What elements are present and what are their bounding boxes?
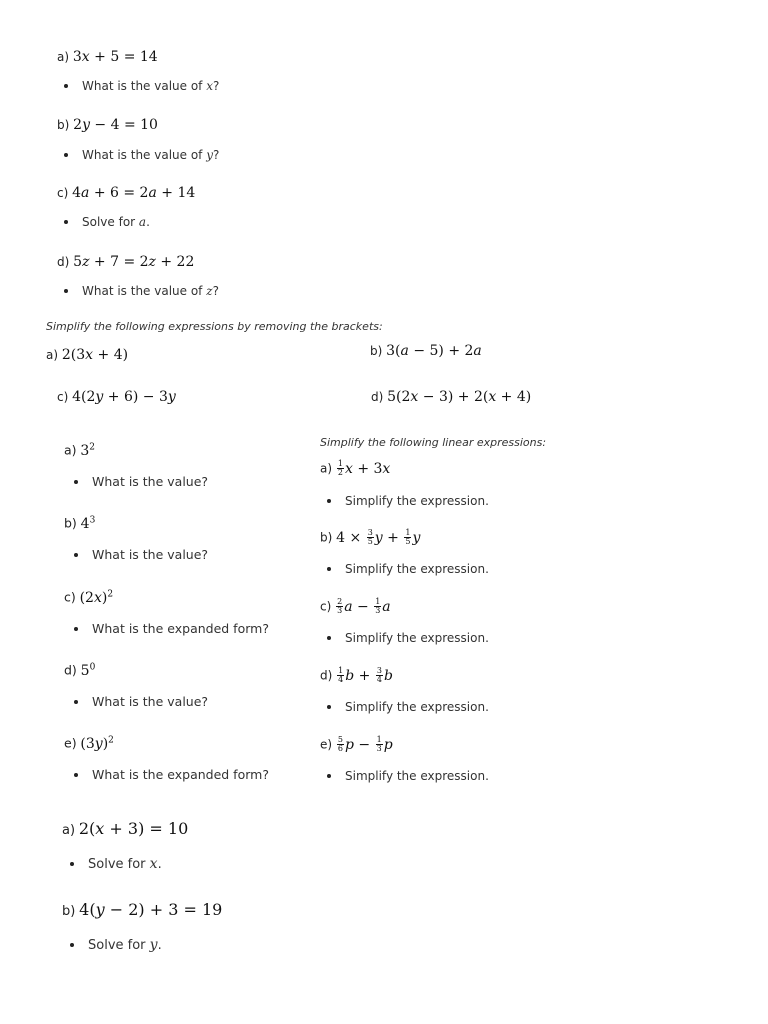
item-label: b) [370,344,383,358]
bullet [74,773,78,777]
expression-math: 5(2x − 3) + 2(x + 4) [387,389,532,405]
question-text: What is the value of [82,148,203,162]
expression-math: 4 × $\frac{3}{5}$ y + $\frac{1}{5}$ y [336,528,421,546]
expression-math: 4(2y + 6) − 3y [72,389,176,405]
question-var: y [206,148,214,162]
bullet [74,480,78,484]
item-label: b) [57,118,70,132]
question-end: ? [213,148,220,162]
item-label: a) [46,348,59,362]
item-label: c) [57,390,69,404]
item-label: b) [62,904,76,919]
item-label: d) [371,390,384,404]
item-label: a) [57,50,70,64]
power-a [64,442,95,459]
power-math: $5^0$ [80,662,96,679]
linear-expression-e [320,736,393,753]
question-text: What is the value? [92,547,209,562]
section-heading: Simplify the following linear expressions: [320,436,547,449]
question-text: Simplify the expression. [345,494,489,508]
expression-math: 2(3x + 4) [61,347,129,363]
question-var: x [149,856,158,872]
item-label: c) [320,599,332,614]
item-label: d) [64,662,77,678]
question-power-b [74,547,208,562]
question-end: ? [212,284,219,298]
bullet [327,499,331,503]
power-b [64,515,95,532]
power-math: $3^2$ [80,442,96,459]
bullet [64,220,68,224]
question-power-a [74,474,208,489]
item-label: e) [320,737,333,752]
equation-c [57,185,195,201]
power-math: $(2x)^2$ [79,589,114,606]
question-text: Solve for [82,215,136,229]
question-b [64,148,219,162]
question-d [64,284,219,298]
expression-math: $\frac{1}{4}$ b + $\frac{3}{4}$ b [338,666,393,684]
question-a [64,79,219,93]
question-text: What is the value? [92,474,209,489]
question-bracket-a [70,856,162,872]
linear-expression-c [320,598,391,615]
item-label: b) [64,515,77,531]
expression-c [57,389,176,405]
question-text: Simplify the expression. [345,769,489,783]
bullet [327,636,331,640]
bracket-equation-b [62,900,222,919]
item-label: d) [320,668,333,683]
question-text: What is the value of [82,79,203,93]
question-text: Solve for [88,938,146,953]
question-linear-b [327,562,489,576]
equation-b [57,117,158,133]
expression-math: $\frac{2}{3}$ a − $\frac{1}{3}$ a [337,597,391,615]
question-var: x [206,79,214,93]
power-d [64,662,95,679]
bullet [327,567,331,571]
question-power-d [74,694,208,709]
question-text: What is the expanded form? [92,621,269,636]
equation-a [57,49,158,65]
expression-math: 3(a − 5) + 2a [386,343,482,359]
power-math: $4^3$ [80,515,96,532]
equation-d [57,254,194,270]
bracket-equation-a [62,819,188,838]
question-c [64,215,150,229]
item-label: c) [57,186,69,200]
bullet [64,153,68,157]
equation-math: 2y − 4 = 10 [73,117,158,133]
expression-b [370,343,482,359]
expression-a [46,347,128,363]
section-heading: Simplify the following expressions by removing the brackets: [46,320,383,333]
item-label: d) [57,255,70,269]
question-linear-c [327,631,489,645]
question-power-c [74,621,269,636]
question-end: . [146,215,150,229]
bullet [74,627,78,631]
item-label: b) [320,530,333,545]
question-end: . [157,857,162,872]
linear-expression-b [320,529,420,546]
question-text: Simplify the expression. [345,562,489,576]
bullet [64,289,68,293]
question-text: Simplify the expression. [345,700,489,714]
item-label: e) [64,735,77,751]
bullet [74,700,78,704]
bullet [327,774,331,778]
equation-math: 3x + 5 = 14 [72,49,158,65]
question-text: What is the expanded form? [92,767,269,782]
question-linear-d [327,700,489,714]
power-math: $(3y)^2$ [80,735,114,752]
item-label: a) [320,461,333,476]
bullet [70,862,74,866]
bullet [70,943,74,947]
question-text: What is the value of [82,284,203,298]
linear-expression-d [320,667,393,684]
question-end: . [157,938,162,953]
bullet [327,705,331,709]
question-end: ? [213,79,220,93]
question-linear-e [327,769,489,783]
linear-expression-a [320,460,390,477]
question-power-e [74,767,269,782]
question-var: z [206,284,213,298]
equation-math: 4(y − 2) + 3 = 19 [79,900,223,919]
equation-math: 5z + 7 = 2z + 22 [73,254,195,270]
expression-d [371,389,531,405]
expression-math: $\frac{1}{2}$ x + 3x [337,459,391,477]
question-text: What is the value? [92,694,209,709]
power-c [64,589,113,606]
item-label: a) [62,823,76,838]
question-text: Solve for [88,857,146,872]
expression-math: $\frac{5}{6}$ p − $\frac{1}{3}$ p [337,735,393,753]
bullet [74,553,78,557]
question-text: Simplify the expression. [345,631,489,645]
question-linear-a [327,494,489,508]
question-bracket-b [70,937,162,953]
bullet [64,84,68,88]
equation-math: 4a + 6 = 2a + 14 [72,185,196,201]
question-var: y [149,937,158,953]
item-label: c) [64,589,76,605]
equation-math: 2(x + 3) = 10 [78,819,189,838]
question-var: a [138,215,147,229]
item-label: a) [64,442,77,458]
power-e [64,735,114,752]
